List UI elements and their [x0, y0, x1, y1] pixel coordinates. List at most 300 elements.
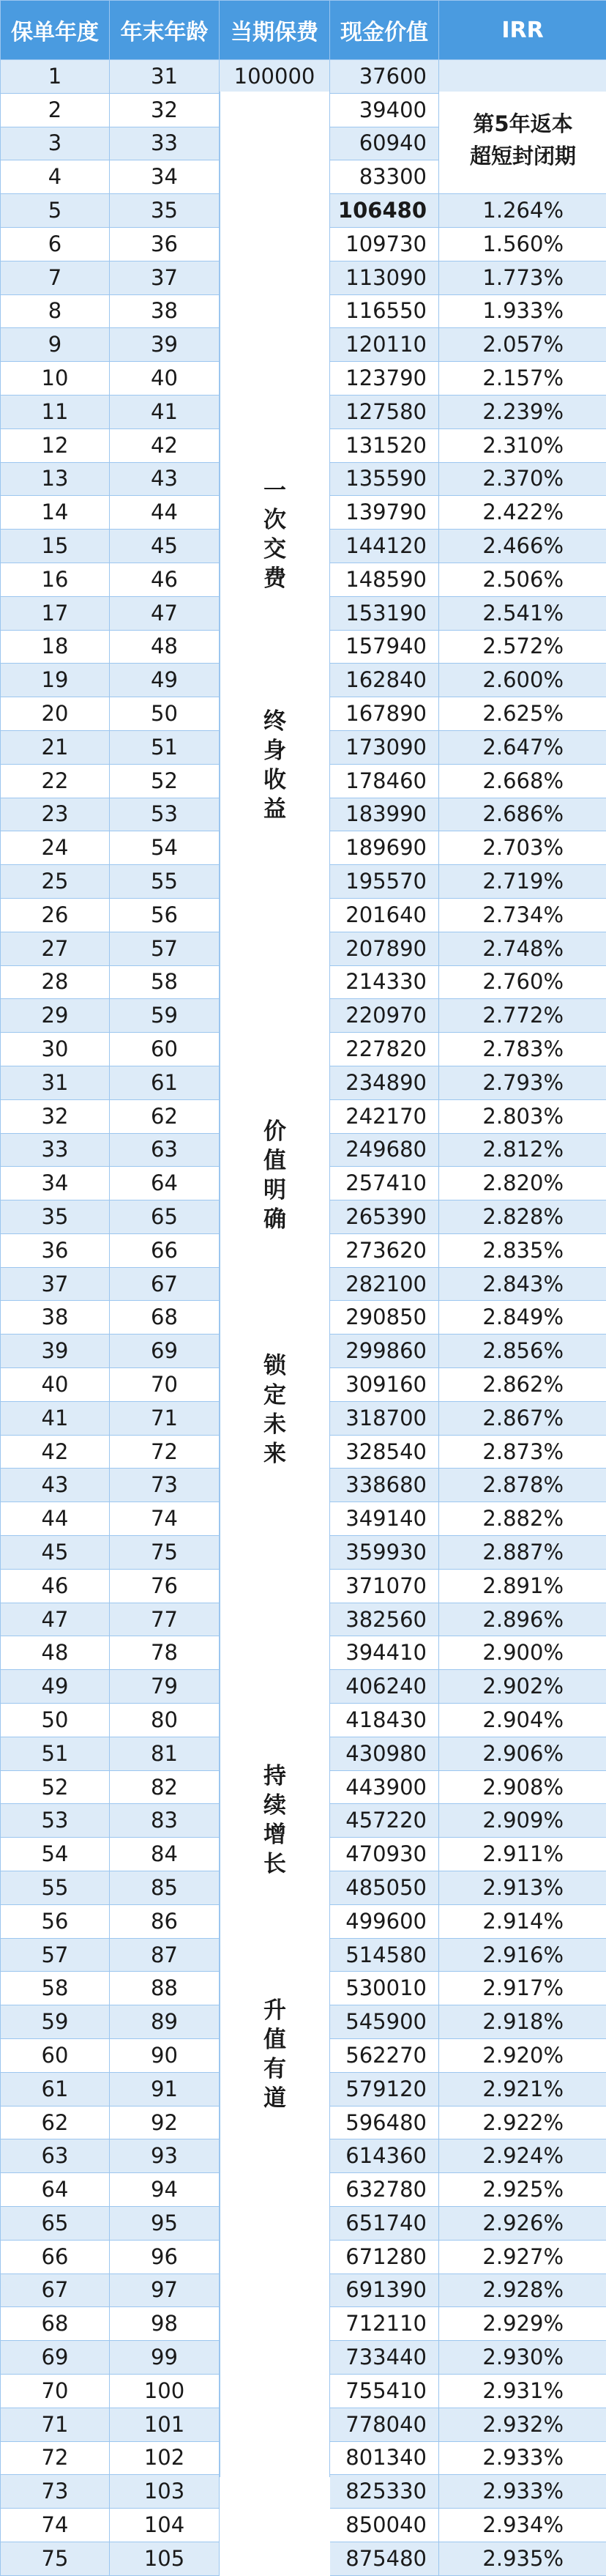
cash-value-cell: 371070: [330, 1569, 439, 1603]
irr-cell: 2.849%: [439, 1301, 606, 1335]
policy-year-cell: 2: [1, 93, 110, 127]
cash-value-cell: 338680: [330, 1469, 439, 1502]
age-cell: 105: [110, 2542, 220, 2575]
age-cell: 103: [110, 2475, 220, 2509]
policy-year-cell: 1: [1, 60, 110, 94]
age-cell: 95: [110, 2207, 220, 2241]
table-row: [1, 60, 606, 94]
age-cell: 49: [110, 664, 220, 697]
cash-value-cell: 234890: [330, 1066, 439, 1099]
irr-cell: 2.913%: [439, 1871, 606, 1905]
age-cell: 78: [110, 1636, 220, 1670]
age-cell: 42: [110, 428, 220, 462]
age-cell: 73: [110, 1469, 220, 1502]
policy-year-cell: 5: [1, 194, 110, 228]
policy-year-cell: 42: [1, 1435, 110, 1469]
irr-cell: 2.918%: [439, 2005, 606, 2039]
irr-cell: 2.668%: [439, 764, 606, 798]
policy-year-cell: 59: [1, 2005, 110, 2039]
policy-year-cell: 39: [1, 1335, 110, 1368]
age-cell: 90: [110, 2039, 220, 2073]
slogan-char: 终: [220, 707, 329, 736]
cash-value-cell: 127580: [330, 395, 439, 428]
cash-value-cell: 328540: [330, 1435, 439, 1469]
cash-value-cell: 671280: [330, 2240, 439, 2274]
policy-year-cell: 17: [1, 596, 110, 630]
cash-value-cell: 470930: [330, 1838, 439, 1871]
policy-year-cell: 10: [1, 362, 110, 396]
slogan-char: 收: [220, 765, 329, 795]
cash-value-cell: 309160: [330, 1368, 439, 1402]
irr-cell: 2.239%: [439, 395, 606, 428]
policy-year-cell: 47: [1, 1603, 110, 1636]
age-cell: 45: [110, 530, 220, 563]
policy-year-cell: 4: [1, 160, 110, 194]
cash-value-cell: 691390: [330, 2274, 439, 2307]
cash-value-cell: 382560: [330, 1603, 439, 1636]
irr-cell: 1.264%: [439, 194, 606, 228]
premium-cell: [220, 2542, 330, 2575]
policy-year-cell: 27: [1, 932, 110, 965]
cash-value-cell: 545900: [330, 2005, 439, 2039]
cash-value-cell: 485050: [330, 1871, 439, 1905]
irr-cell: 2.882%: [439, 1502, 606, 1536]
cash-value-cell: 801340: [330, 2441, 439, 2475]
slogan-char: 一: [220, 476, 329, 505]
policy-year-cell: 19: [1, 664, 110, 697]
age-cell: 68: [110, 1301, 220, 1335]
slogan-group: [220, 707, 329, 824]
slogan-char: 确: [220, 1205, 329, 1234]
age-cell: 48: [110, 630, 220, 664]
cash-value-cell: 242170: [330, 1099, 439, 1133]
age-cell: 81: [110, 1737, 220, 1770]
age-cell: 104: [110, 2509, 220, 2542]
policy-year-cell: 33: [1, 1133, 110, 1167]
header-policy-year: 保单年度: [1, 1, 110, 60]
age-cell: 61: [110, 1066, 220, 1099]
irr-cell: 2.900%: [439, 1636, 606, 1670]
policy-year-cell: 73: [1, 2475, 110, 2509]
policy-year-cell: 35: [1, 1200, 110, 1234]
age-cell: 50: [110, 697, 220, 731]
age-cell: 96: [110, 2240, 220, 2274]
note-line: 超短封闭期: [470, 140, 576, 172]
irr-cell: 2.878%: [439, 1469, 606, 1502]
irr-cell: 2.835%: [439, 1233, 606, 1267]
cash-value-cell: 39400: [330, 93, 439, 127]
age-cell: 37: [110, 261, 220, 294]
policy-year-cell: 6: [1, 227, 110, 261]
age-cell: 89: [110, 2005, 220, 2039]
age-cell: 40: [110, 362, 220, 396]
policy-year-cell: 13: [1, 462, 110, 496]
irr-cell: 2.916%: [439, 1938, 606, 1972]
policy-year-cell: 12: [1, 428, 110, 462]
irr-cell: 2.917%: [439, 1972, 606, 2005]
irr-cell: 2.925%: [439, 2173, 606, 2207]
age-cell: 62: [110, 1099, 220, 1133]
cash-value-cell: 299860: [330, 1335, 439, 1368]
age-cell: 98: [110, 2307, 220, 2341]
age-cell: 56: [110, 898, 220, 932]
irr-cell: 2.929%: [439, 2307, 606, 2341]
slogan-char: 道: [220, 2084, 329, 2113]
age-cell: 100: [110, 2374, 220, 2408]
irr-cell: 2.867%: [439, 1401, 606, 1435]
policy-year-cell: 38: [1, 1301, 110, 1335]
policy-year-cell: 75: [1, 2542, 110, 2575]
policy-year-cell: 32: [1, 1099, 110, 1133]
premium-cell: [220, 2475, 330, 2509]
age-cell: 38: [110, 294, 220, 328]
cash-value-cell: 227820: [330, 1033, 439, 1066]
age-cell: 55: [110, 865, 220, 899]
age-cell: 35: [110, 194, 220, 228]
age-cell: 97: [110, 2274, 220, 2307]
policy-year-cell: 3: [1, 127, 110, 160]
irr-cell: 2.935%: [439, 2542, 606, 2575]
cash-value-cell: 562270: [330, 2039, 439, 2073]
cash-value-cell: 651740: [330, 2207, 439, 2241]
irr-cell: 2.686%: [439, 798, 606, 831]
cash-value-cell: 189690: [330, 831, 439, 865]
policy-year-cell: 24: [1, 831, 110, 865]
age-cell: 87: [110, 1938, 220, 1972]
age-cell: 59: [110, 999, 220, 1033]
slogan-group: [220, 1351, 329, 1469]
slogan-char: 益: [220, 795, 329, 824]
slogan-char: 费: [220, 564, 329, 593]
irr-cell: 2.924%: [439, 2139, 606, 2173]
age-cell: 31: [110, 60, 220, 94]
irr-cell: [439, 60, 606, 94]
header-age: 年末年龄: [110, 1, 220, 60]
irr-cell: 1.773%: [439, 261, 606, 294]
policy-year-cell: 66: [1, 2240, 110, 2274]
policy-year-cell: 23: [1, 798, 110, 831]
policy-year-cell: 53: [1, 1804, 110, 1838]
slogan-group: [220, 476, 329, 593]
irr-cell: 2.862%: [439, 1368, 606, 1402]
policy-year-cell: 40: [1, 1368, 110, 1402]
policy-year-cell: 74: [1, 2509, 110, 2542]
irr-cell: 2.934%: [439, 2509, 606, 2542]
policy-year-cell: 54: [1, 1838, 110, 1871]
table-row: [1, 2509, 606, 2542]
policy-year-cell: 49: [1, 1670, 110, 1704]
age-cell: 93: [110, 2139, 220, 2173]
age-cell: 47: [110, 596, 220, 630]
age-cell: 71: [110, 1401, 220, 1435]
age-cell: 72: [110, 1435, 220, 1469]
cash-value-cell: 123790: [330, 362, 439, 396]
cash-value-cell: 157940: [330, 630, 439, 664]
age-cell: 80: [110, 1704, 220, 1737]
slogan-char: 次: [220, 505, 329, 535]
slogan-char: 来: [220, 1439, 329, 1469]
cash-value-cell: 257410: [330, 1167, 439, 1200]
age-cell: 52: [110, 764, 220, 798]
cash-value-cell: 579120: [330, 2072, 439, 2106]
irr-cell: 2.812%: [439, 1133, 606, 1167]
irr-cell: 1.933%: [439, 294, 606, 328]
age-cell: 54: [110, 831, 220, 865]
cash-value-cell: 135590: [330, 462, 439, 496]
policy-year-cell: 20: [1, 697, 110, 731]
header-cash-value: 现金价值: [330, 1, 439, 60]
policy-year-cell: 63: [1, 2139, 110, 2173]
policy-year-cell: 48: [1, 1636, 110, 1670]
age-cell: 74: [110, 1502, 220, 1536]
policy-year-cell: 57: [1, 1938, 110, 1972]
cash-value-cell: 106480: [330, 194, 439, 228]
irr-cell: 2.927%: [439, 2240, 606, 2274]
irr-cell: 2.930%: [439, 2341, 606, 2375]
cash-value-cell: 214330: [330, 965, 439, 999]
irr-cell: 2.920%: [439, 2039, 606, 2073]
policy-year-cell: 60: [1, 2039, 110, 2073]
age-cell: 77: [110, 1603, 220, 1636]
slogan-char: 续: [220, 1791, 329, 1820]
irr-cell: 2.310%: [439, 428, 606, 462]
age-cell: 92: [110, 2106, 220, 2139]
slogan-char: 升: [220, 1996, 329, 2025]
irr-cell: 2.902%: [439, 1670, 606, 1704]
slogan-char: 明: [220, 1176, 329, 1205]
cash-value-cell: 530010: [330, 1972, 439, 2005]
irr-cell: 2.911%: [439, 1838, 606, 1871]
slogan-char: 定: [220, 1381, 329, 1410]
irr-cell: 2.828%: [439, 1200, 606, 1234]
cash-value-cell: 148590: [330, 563, 439, 596]
policy-year-cell: 58: [1, 1972, 110, 2005]
age-cell: 65: [110, 1200, 220, 1234]
cash-value-cell: 162840: [330, 664, 439, 697]
cash-value-cell: 359930: [330, 1536, 439, 1570]
irr-cell: 2.928%: [439, 2274, 606, 2307]
cash-value-cell: 733440: [330, 2341, 439, 2375]
age-cell: 44: [110, 496, 220, 530]
cash-value-cell: 514580: [330, 1938, 439, 1972]
cash-value-cell: 195570: [330, 865, 439, 899]
policy-year-cell: 37: [1, 1267, 110, 1301]
header-premium: 当期保费: [220, 1, 330, 60]
cash-value-cell: 178460: [330, 764, 439, 798]
header-row: [1, 1, 606, 60]
age-cell: 60: [110, 1033, 220, 1066]
age-cell: 75: [110, 1536, 220, 1570]
irr-cell: 2.887%: [439, 1536, 606, 1570]
policy-year-cell: 46: [1, 1569, 110, 1603]
premium-cell: 100000: [220, 60, 330, 94]
cash-value-cell: 349140: [330, 1502, 439, 1536]
policy-year-cell: 25: [1, 865, 110, 899]
age-cell: 41: [110, 395, 220, 428]
cash-value-cell: 201640: [330, 898, 439, 932]
age-cell: 99: [110, 2341, 220, 2375]
age-cell: 33: [110, 127, 220, 160]
policy-year-cell: 26: [1, 898, 110, 932]
irr-cell: 2.904%: [439, 1704, 606, 1737]
irr-cell: 2.703%: [439, 831, 606, 865]
policy-year-cell: 9: [1, 328, 110, 362]
cash-value-cell: 394410: [330, 1636, 439, 1670]
irr-cell: 2.926%: [439, 2207, 606, 2241]
irr-cell: 2.793%: [439, 1066, 606, 1099]
policy-year-cell: 55: [1, 1871, 110, 1905]
slogan-char: 增: [220, 1820, 329, 1849]
premium-cell: [220, 2509, 330, 2542]
policy-year-cell: 16: [1, 563, 110, 596]
slogan-char: 锁: [220, 1351, 329, 1381]
irr-cell: 2.422%: [439, 496, 606, 530]
irr-cell: 2.873%: [439, 1435, 606, 1469]
policy-year-cell: 44: [1, 1502, 110, 1536]
policy-year-cell: 31: [1, 1066, 110, 1099]
policy-year-cell: 71: [1, 2408, 110, 2441]
policy-year-cell: 18: [1, 630, 110, 664]
irr-cell: 2.909%: [439, 1804, 606, 1838]
cash-value-cell: 131520: [330, 428, 439, 462]
policy-year-cell: 52: [1, 1770, 110, 1804]
cash-value-cell: 139790: [330, 496, 439, 530]
irr-cell: 2.719%: [439, 865, 606, 899]
irr-cell: 2.760%: [439, 965, 606, 999]
cash-value-cell: 406240: [330, 1670, 439, 1704]
age-cell: 46: [110, 563, 220, 596]
irr-cell: 2.370%: [439, 462, 606, 496]
cash-value-cell: 109730: [330, 227, 439, 261]
policy-year-cell: 28: [1, 965, 110, 999]
cash-value-cell: 632780: [330, 2173, 439, 2207]
irr-cell: 2.803%: [439, 1099, 606, 1133]
policy-year-cell: 62: [1, 2106, 110, 2139]
slogan-group: [220, 1117, 329, 1234]
irr-cell: 2.572%: [439, 630, 606, 664]
cash-value-cell: 457220: [330, 1804, 439, 1838]
age-cell: 101: [110, 2408, 220, 2441]
policy-year-cell: 36: [1, 1233, 110, 1267]
table-row: [1, 2475, 606, 2509]
table-row: [1, 2542, 606, 2575]
cash-value-cell: 614360: [330, 2139, 439, 2173]
policy-year-cell: 56: [1, 1904, 110, 1938]
age-cell: 94: [110, 2173, 220, 2207]
policy-year-cell: 72: [1, 2441, 110, 2475]
irr-cell: 2.921%: [439, 2072, 606, 2106]
slogan-char: 价: [220, 1117, 329, 1146]
slogan-char: 未: [220, 1410, 329, 1439]
policy-year-cell: 41: [1, 1401, 110, 1435]
irr-cell: 1.560%: [439, 227, 606, 261]
cash-value-cell: 116550: [330, 294, 439, 328]
age-cell: 63: [110, 1133, 220, 1167]
header-irr: IRR: [439, 1, 606, 60]
cash-value-cell: 290850: [330, 1301, 439, 1335]
policy-year-cell: 70: [1, 2374, 110, 2408]
cash-value-cell: 418430: [330, 1704, 439, 1737]
policy-year-cell: 43: [1, 1469, 110, 1502]
policy-year-cell: 29: [1, 999, 110, 1033]
age-cell: 82: [110, 1770, 220, 1804]
policy-year-cell: 22: [1, 764, 110, 798]
slogan-column: [220, 92, 330, 2477]
policy-year-cell: 45: [1, 1536, 110, 1570]
irr-cell: 2.891%: [439, 1569, 606, 1603]
age-cell: 86: [110, 1904, 220, 1938]
age-cell: 83: [110, 1804, 220, 1838]
cash-value-cell: 113090: [330, 261, 439, 294]
cash-value-cell: 220970: [330, 999, 439, 1033]
cash-value-cell: 282100: [330, 1267, 439, 1301]
slogan-group: [220, 1996, 329, 2113]
cash-value-cell: 778040: [330, 2408, 439, 2441]
cash-value-cell: 60940: [330, 127, 439, 160]
age-cell: 64: [110, 1167, 220, 1200]
cash-value-cell: 755410: [330, 2374, 439, 2408]
irr-cell: 2.625%: [439, 697, 606, 731]
cash-value-cell: 712110: [330, 2307, 439, 2341]
policy-year-cell: 69: [1, 2341, 110, 2375]
irr-cell: 2.856%: [439, 1335, 606, 1368]
irr-cell: 2.466%: [439, 530, 606, 563]
age-cell: 70: [110, 1368, 220, 1402]
note-box: [438, 92, 606, 188]
slogan-char: 值: [220, 1146, 329, 1176]
slogan-char: 有: [220, 2055, 329, 2084]
irr-cell: 2.772%: [439, 999, 606, 1033]
cash-value-cell: 825330: [330, 2475, 439, 2509]
irr-cell: 2.057%: [439, 328, 606, 362]
age-cell: 53: [110, 798, 220, 831]
policy-year-cell: 21: [1, 730, 110, 764]
age-cell: 76: [110, 1569, 220, 1603]
irr-cell: 2.157%: [439, 362, 606, 396]
policy-year-cell: 65: [1, 2207, 110, 2241]
age-cell: 88: [110, 1972, 220, 2005]
irr-cell: 2.933%: [439, 2475, 606, 2509]
cash-value-cell: 430980: [330, 1737, 439, 1770]
age-cell: 39: [110, 328, 220, 362]
cash-value-cell: 499600: [330, 1904, 439, 1938]
irr-cell: 2.506%: [439, 563, 606, 596]
cash-value-cell: 153190: [330, 596, 439, 630]
policy-year-cell: 50: [1, 1704, 110, 1737]
irr-cell: 2.914%: [439, 1904, 606, 1938]
cash-value-cell: 144120: [330, 530, 439, 563]
policy-year-cell: 11: [1, 395, 110, 428]
cash-value-cell: 167890: [330, 697, 439, 731]
age-cell: 67: [110, 1267, 220, 1301]
irr-cell: 2.541%: [439, 596, 606, 630]
cash-value-cell: 83300: [330, 160, 439, 194]
age-cell: 36: [110, 227, 220, 261]
irr-cell: 2.748%: [439, 932, 606, 965]
age-cell: 43: [110, 462, 220, 496]
policy-year-cell: 51: [1, 1737, 110, 1770]
cash-value-cell: 318700: [330, 1401, 439, 1435]
cash-value-cell: 183990: [330, 798, 439, 831]
irr-cell: 2.906%: [439, 1737, 606, 1770]
slogan-char: 交: [220, 535, 329, 564]
age-cell: 84: [110, 1838, 220, 1871]
note-line: 第5年返本: [473, 108, 572, 140]
age-cell: 91: [110, 2072, 220, 2106]
cash-value-cell: 207890: [330, 932, 439, 965]
cash-value-cell: 265390: [330, 1200, 439, 1234]
irr-cell: 2.820%: [439, 1167, 606, 1200]
